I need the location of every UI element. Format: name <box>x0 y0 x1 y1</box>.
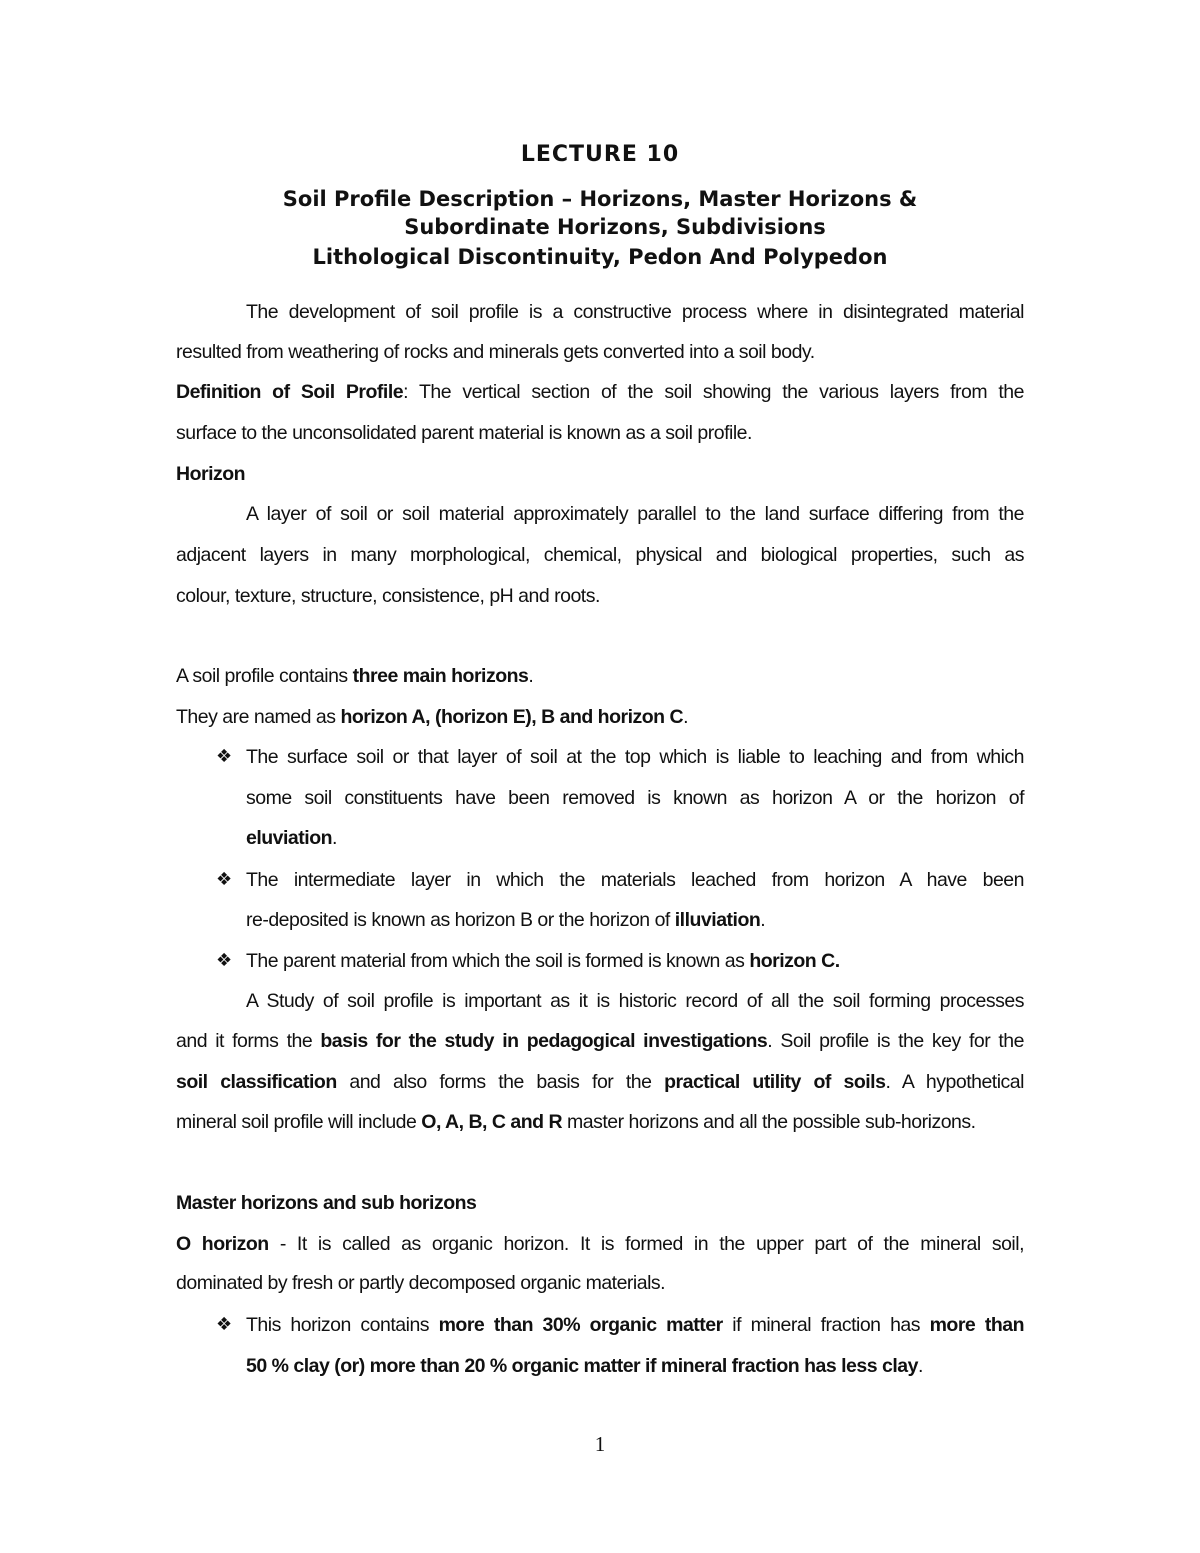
bullet-2-line-2 <box>246 908 1024 932</box>
bold-span: horizon A, (horizon E), B and horizon C <box>340 706 684 728</box>
subtitle-line-2: Subordinate Horizons, Subdivisions <box>404 215 826 239</box>
o-bullet-line-2 <box>246 1354 1024 1378</box>
text-span: and also forms the basis for the <box>336 1071 665 1093</box>
intro-line-2: resulted from weathering of rocks and minerals gets converted into a soil body. <box>176 341 815 363</box>
text-span: . <box>332 827 337 849</box>
bullet-1-line-1: The surface soil or that layer of soil at the top which is liable to leaching and from which <box>246 746 1024 768</box>
horizon-line-2: adjacent layers in many morphological, chemical, physical and biological properties, such as <box>176 544 1024 566</box>
bold-span: soil classification <box>176 1071 337 1093</box>
horizon-line-1: A layer of soil or soil material approximately parallel to the land surface differing from the <box>246 503 1024 525</box>
diamond-bullet-icon: ❖ <box>216 746 233 767</box>
text-span: The parent material from which the soil is formed is known as <box>246 950 750 972</box>
bold-span: O horizon <box>176 1233 269 1255</box>
text-span: mineral soil profile will include <box>176 1111 422 1133</box>
text-span: re-deposited is known as horizon B or the horizon of <box>246 909 675 931</box>
bold-span: basis for the study in pedagogical investigations <box>320 1030 768 1052</box>
definition-term: Definition of Soil Profile <box>176 381 404 403</box>
bold-span: eluviation <box>246 827 333 849</box>
study-line-2 <box>176 1029 1024 1053</box>
bold-span: horizon C. <box>749 950 840 972</box>
bullet-1-line-2: some soil constituents have been removed is known as horizon A or the horizon of <box>246 787 1024 809</box>
study-line-1: A Study of soil profile is important as it is historic record of all the soil forming processes <box>246 990 1024 1012</box>
study-line-3 <box>176 1070 1024 1094</box>
diamond-bullet-icon: ❖ <box>216 950 233 971</box>
intro-line-1: The development of soil profile is a constructive process where in disintegrated material <box>246 301 1024 323</box>
bold-span: illuviation <box>674 909 761 931</box>
text-span: . <box>917 1355 923 1377</box>
bullet-2-line-1: The intermediate layer in which the materials leached from horizon A have been <box>246 869 1024 891</box>
main-horizons-line-2 <box>176 705 1024 729</box>
subtitle-line-3: Lithological Discontinuity, Pedon And Polypedon <box>312 245 888 269</box>
diamond-bullet-icon: ❖ <box>216 1314 233 1335</box>
bullet-1-line-3 <box>246 826 1024 850</box>
o-horizon-line-2: dominated by fresh or partly decomposed organic materials. <box>176 1272 666 1294</box>
main-horizons-line-1 <box>176 664 1024 688</box>
o-bullet-line-1 <box>246 1313 1024 1337</box>
bold-span: practical utility of soils <box>664 1071 886 1093</box>
text-span: This horizon contains <box>246 1314 439 1336</box>
definition-text: : The vertical section of the soil showing the various layers from the <box>403 381 1024 403</box>
diamond-bullet-icon: ❖ <box>216 869 233 890</box>
text-span: . A hypothetical <box>885 1071 1024 1093</box>
study-line-4 <box>176 1110 1024 1134</box>
bold-span: three main horizons <box>352 665 529 687</box>
text-span: if mineral fraction has <box>722 1314 930 1336</box>
text-span: master horizons and all the possible sub-horizons. <box>562 1111 976 1133</box>
bold-span: O, A, B, C and R <box>421 1111 563 1133</box>
definition-line-2: surface to the unconsolidated parent material is known as a soil profile. <box>176 422 752 444</box>
lecture-title: LECTURE 10 <box>520 142 680 167</box>
bold-span: more than 30% organic matter <box>438 1314 723 1336</box>
text-span: . <box>528 665 534 687</box>
text-span: . Soil profile is the key for the <box>767 1030 1024 1052</box>
text-span: . <box>683 706 689 728</box>
bullet-3-line <box>246 949 1024 973</box>
page-number: 1 <box>594 1432 606 1456</box>
text-span: They are named as <box>176 706 341 728</box>
horizon-line-3: colour, texture, structure, consistence, pH and roots. <box>176 585 600 607</box>
text-span: . <box>760 909 766 931</box>
subtitle-line-1: Soil Profile Description – Horizons, Master Horizons & <box>282 187 918 211</box>
horizon-heading: Horizon <box>176 463 246 485</box>
bold-span: 50 % clay (or) more than 20 % organic matter if mineral fraction has less clay <box>246 1355 918 1377</box>
bold-span: more than <box>929 1314 1024 1336</box>
text-span: A soil profile contains <box>176 665 353 687</box>
o-horizon-line-1 <box>176 1232 1024 1256</box>
text-span: and it forms the <box>176 1030 321 1052</box>
text-span: - It is called as organic horizon. It is formed in the upper part of the mineral soil, <box>268 1233 1025 1255</box>
master-horizons-heading: Master horizons and sub horizons <box>176 1192 477 1214</box>
definition-line-1 <box>176 380 1024 404</box>
